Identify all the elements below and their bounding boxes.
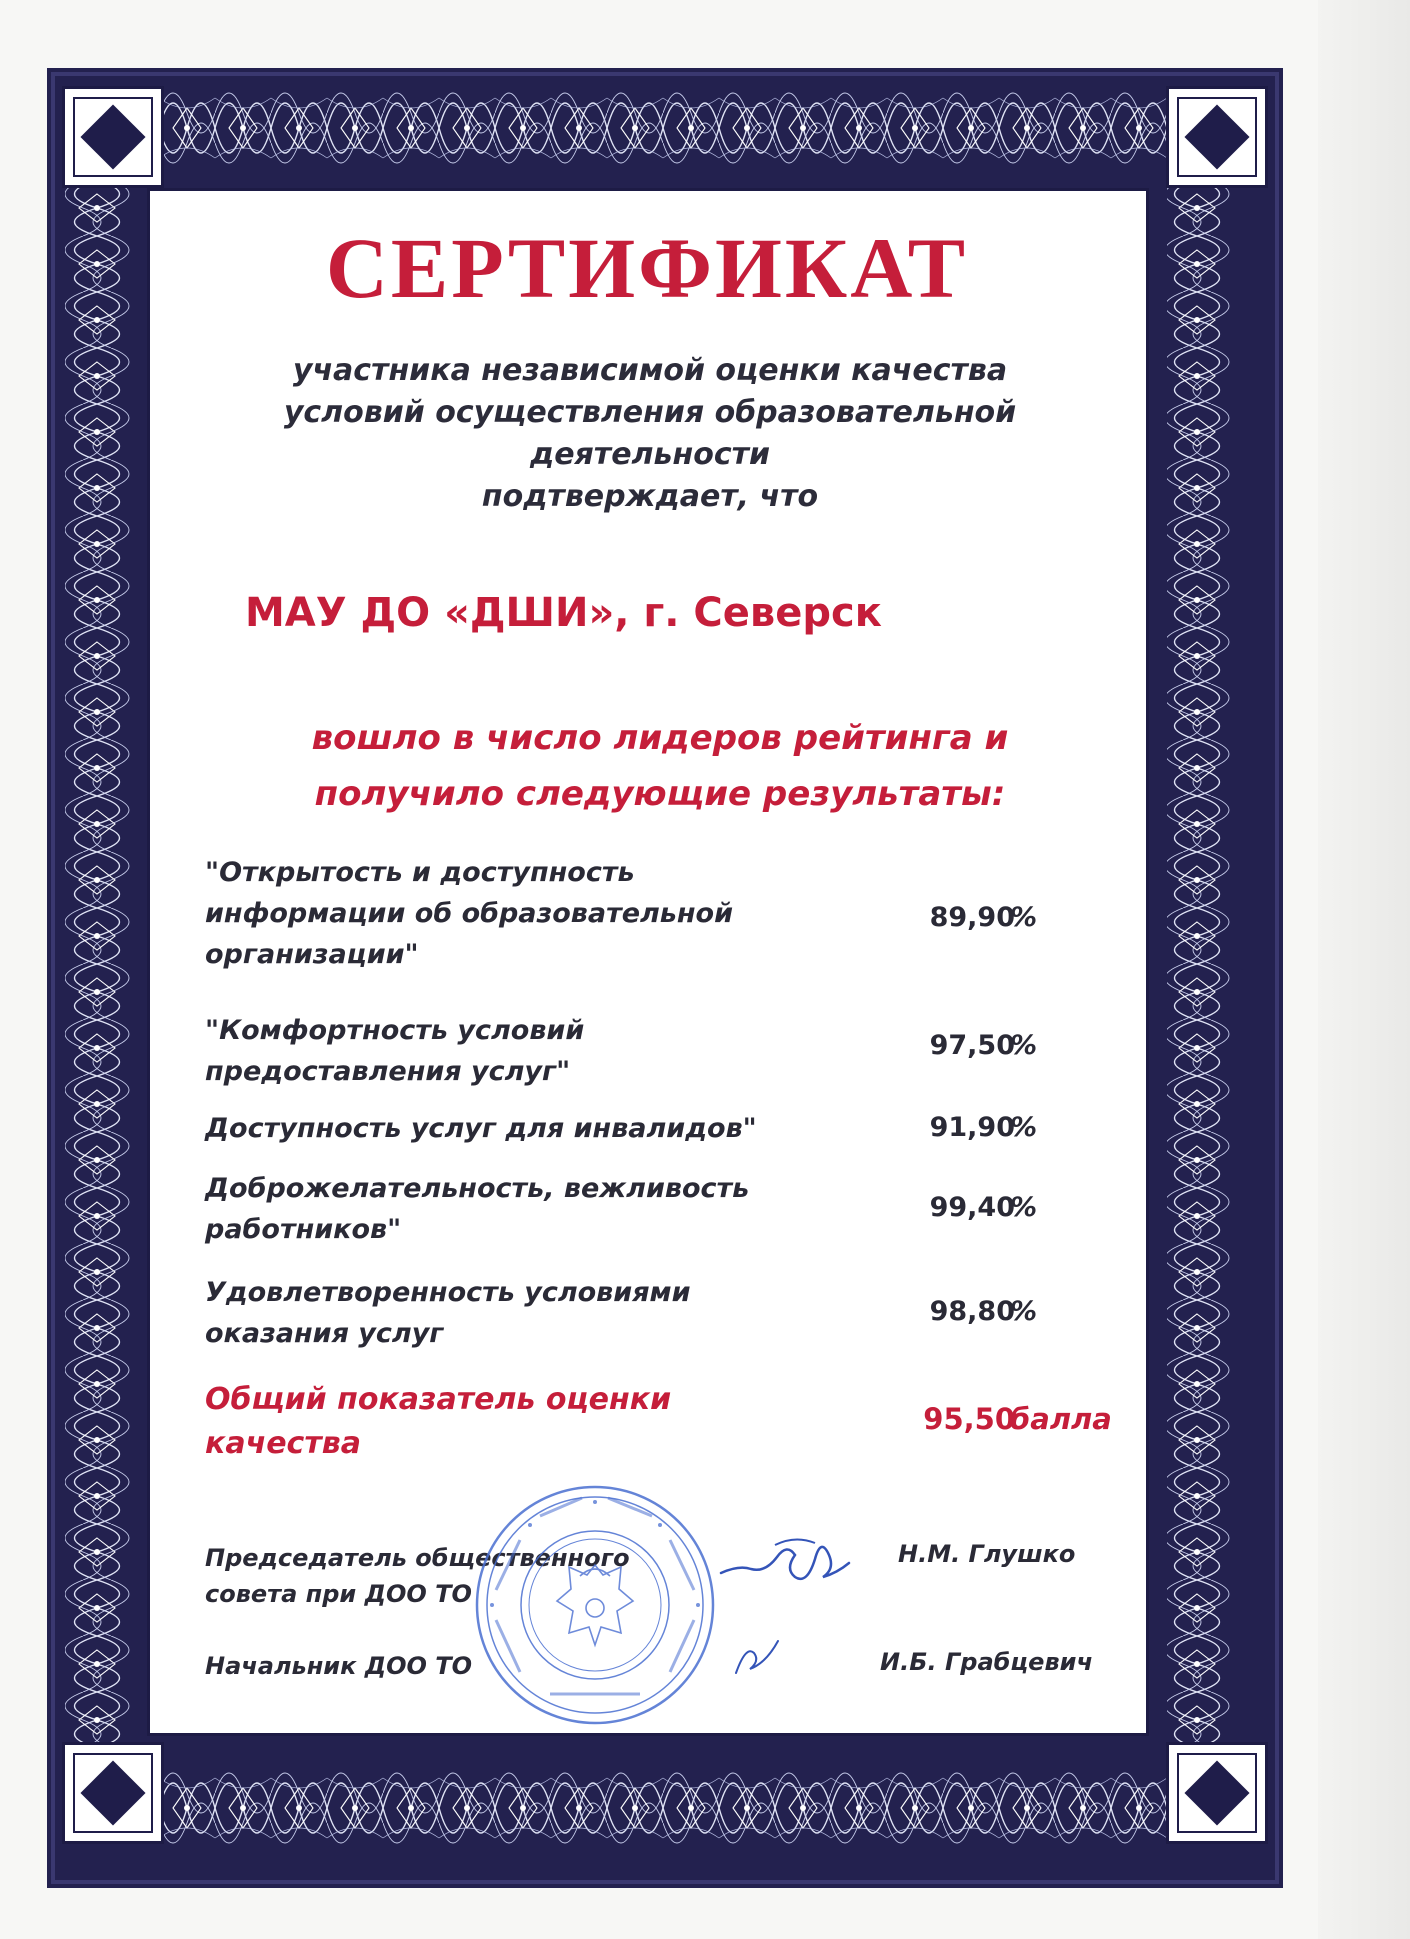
result-unit-satisfaction: % — [1010, 1296, 1038, 1327]
result-unit-comfort: % — [1010, 1030, 1038, 1061]
result-value-comfort: 97,50 — [929, 1030, 1015, 1061]
head-name: И.Б. Грабцевич — [880, 1648, 1093, 1676]
certificate-title: СЕРТИФИКАТ — [325, 220, 969, 316]
result-label-comfort: "Комфортность условий предоставления услуг" — [205, 1015, 585, 1087]
result-value-courtesy: 99,40 — [929, 1192, 1015, 1223]
subtitle-line: условий осуществления образовательной — [283, 395, 1017, 430]
result-value-satisfaction: 98,80 — [929, 1296, 1015, 1327]
head-signature — [728, 1633, 788, 1683]
result-label-courtesy: Доброжелательность, вежливость работников" — [205, 1173, 750, 1245]
corner-ornament-top-right — [1166, 86, 1268, 188]
chairman-name: Н.М. Глушко — [898, 1540, 1076, 1568]
result-label-satisfaction: Удовлетворенность условиями оказания услуг — [205, 1277, 691, 1349]
corner-ornament-bottom-left — [62, 1742, 164, 1844]
head-role: Начальник ДОО ТО — [205, 1652, 473, 1680]
subtitle-line: участника независимой оценки качества — [292, 353, 1008, 388]
total-score-value: 95,50 — [923, 1402, 1015, 1436]
leaders-statement — [210, 710, 1110, 822]
result-value-accessibility: 91,90 — [929, 1112, 1015, 1143]
leaders-line: вошло в число лидеров рейтинга и — [311, 718, 1009, 758]
organization-name: МАУ ДО «ДШИ», г. Северск — [245, 590, 882, 636]
result-unit-accessibility: % — [1010, 1112, 1038, 1143]
result-label-openness: "Открытость и доступность информации об образовательной организации" — [205, 857, 734, 970]
result-value-openness: 89,90 — [929, 902, 1015, 933]
subtitle-line: деятельности — [529, 437, 771, 472]
subtitle-line: подтверждает, что — [481, 479, 819, 514]
result-unit-courtesy: % — [1010, 1192, 1038, 1223]
chairman-role: Председатель общественного совета при ДОО ТО — [205, 1544, 630, 1608]
total-score-label: Общий показатель оценки качества — [205, 1382, 672, 1461]
scan-edge — [1318, 0, 1410, 1939]
chairman-signature — [715, 1515, 865, 1595]
official-stamp — [470, 1480, 720, 1730]
total-score-unit: балла — [1010, 1402, 1112, 1436]
corner-ornament-top-left — [62, 86, 164, 188]
corner-ornament-bottom-right — [1166, 1742, 1268, 1844]
leaders-line: получило следующие результаты: — [314, 774, 1006, 814]
result-unit-openness: % — [1010, 902, 1038, 933]
result-label-accessibility: Доступность услуг для инвалидов" — [205, 1113, 757, 1144]
certificate-subtitle — [200, 350, 1100, 518]
